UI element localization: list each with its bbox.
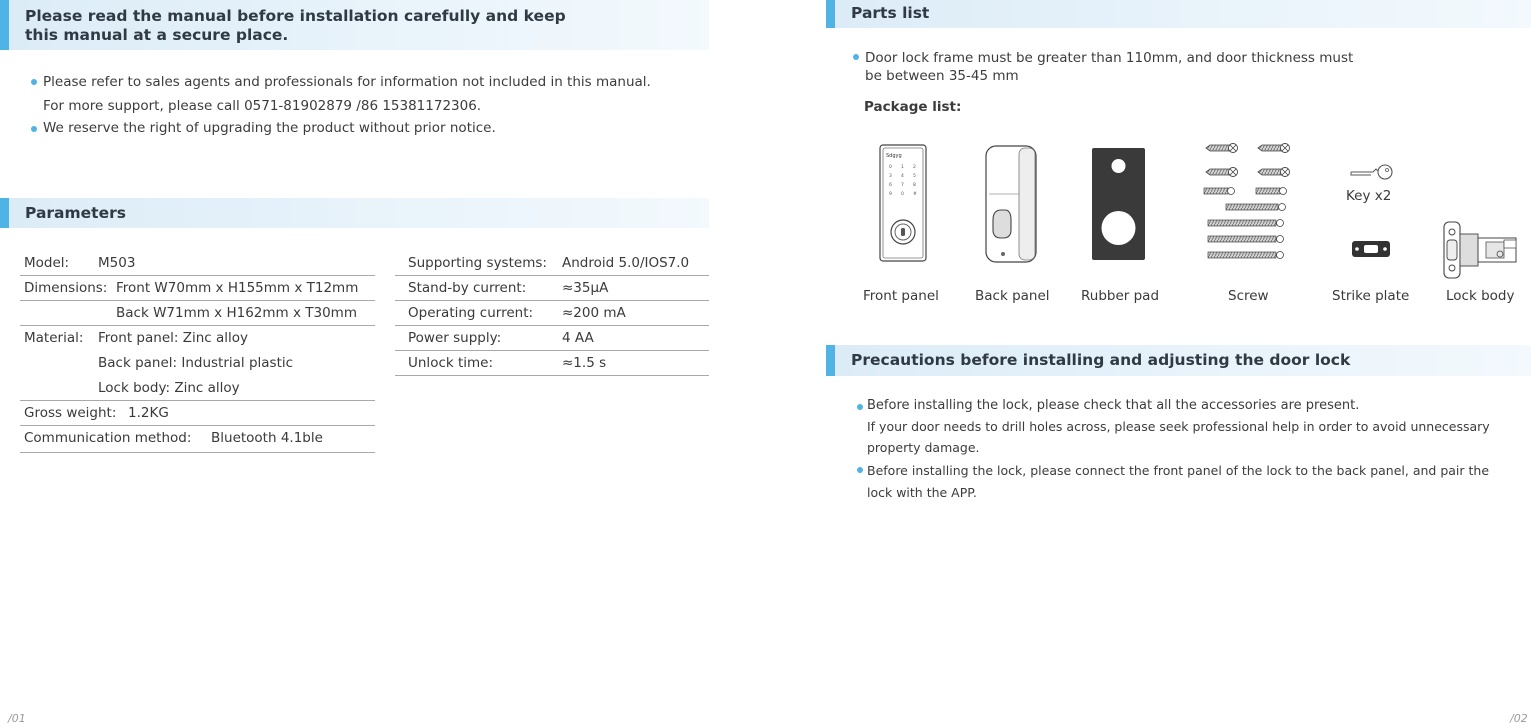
intro-heading-bar [0,0,709,50]
parts-heading-bar [826,0,1531,28]
param-value: Back W71mm x H162mm x T30mm [116,305,357,321]
table-row [395,301,709,326]
screw-icon [1258,168,1290,177]
param-value: Android 5.0/IOS7.0 [562,255,690,271]
table-row [20,426,375,453]
precaution-2-cont: lock with the APP. [867,485,977,500]
bullet-icon [31,126,37,132]
parameters-heading: Parameters [25,204,126,222]
param-value: Lock body: Zinc alloy [98,380,240,396]
table-row [20,351,375,376]
keypad-digit: 0 [901,192,904,197]
rubber-pad-image [1092,148,1145,260]
param-label: Dimensions: [24,280,108,296]
param-label: Gross weight: [24,405,117,421]
param-label: Communication method: [24,430,192,446]
table-row [20,251,375,276]
param-label: Unlock time: [408,355,494,371]
param-value: Front W70mm x H155mm x T12mm [116,280,359,296]
front-panel-image [879,144,927,262]
keypad-digit: 7 [901,183,904,188]
param-value: 4 AA [562,330,594,346]
key-caption: Key x2 [1346,188,1392,204]
keypad-digit: 6 [889,183,892,188]
table-row [20,376,375,401]
parameters-heading-bar [0,198,709,228]
param-label: Supporting systems: [408,255,547,271]
param-value: Back panel: Industrial plastic [98,355,294,371]
precaution-1-cont2: property damage. [867,440,980,455]
param-label: Material: [24,330,84,346]
param-label: Stand-by current: [408,280,527,296]
screws-image [1202,142,1294,264]
page-number-left: /01 [8,712,26,725]
lock-body-caption: Lock body [1446,288,1515,304]
param-value: Front panel: Zinc alloy [98,330,249,346]
param-value: ≈1.5 s [562,355,607,371]
keypad-digit: 3 [889,174,892,179]
back-panel-caption: Back panel [975,288,1050,304]
table-row [20,326,375,351]
bullet-icon [31,79,37,85]
precaution-2: Before installing the lock, please connect the front panel of the lock to the back panel, and pair the [867,463,1490,478]
back-panel-image [985,144,1039,264]
page-number-right: /02 [1510,712,1528,725]
rubber-pad-caption: Rubber pad [1081,288,1160,304]
table-row [20,301,375,326]
precautions-heading: Precautions before installing and adjusting the door lock [851,351,1351,369]
screw-icon [1226,204,1286,211]
screw-icon [1208,220,1284,227]
bullet-icon [857,467,863,473]
strike-plate-image [1351,240,1391,258]
intro-heading-line2: this manual at a secure place. [25,26,289,44]
key-icon [1349,162,1393,182]
keypad-digit: 1 [901,165,904,170]
precaution-1-cont: If your door needs to drill holes across, please seek professional help in order to avoid unnecessary [867,419,1490,434]
param-value: Bluetooth 4.1ble [211,430,323,446]
param-value: M503 [98,255,136,271]
table-row [395,276,709,301]
frame-note-line2: be between 35-45 mm [865,68,1019,84]
keypad-digit: 8 [913,183,916,188]
keypad-digit: 5 [913,174,916,179]
precautions-heading-bar [826,345,1531,376]
parts-heading: Parts list [851,4,930,22]
screw-caption: Screw [1228,288,1269,304]
param-value: ≈200 mA [562,305,626,321]
param-label: Power supply: [408,330,502,346]
screw-icon [1206,144,1238,153]
table-row [395,251,709,276]
table-row [20,401,375,426]
lock-body-image [1442,220,1520,280]
param-value: 1.2KG [128,405,169,421]
front-panel-logo: Sdgyg [886,153,902,159]
keypad-digit: 0 [889,165,892,170]
screw-icon [1208,252,1284,259]
screw-icon [1256,188,1287,195]
note-1: Please refer to sales agents and professionals for information not included in this manual. [43,74,651,90]
screw-icon [1208,236,1284,243]
screw-icon [1258,144,1290,153]
bullet-icon [853,54,859,60]
strike-plate-caption: Strike plate [1332,288,1410,304]
screw-icon [1206,168,1238,177]
precaution-1: Before installing the lock, please check that all the accessories are present. [867,398,1360,413]
param-label: Operating current: [408,305,534,321]
intro-heading-line1: Please read the manual before installation carefully and keep [25,7,566,25]
bullet-icon [857,404,863,410]
keypad-digit: 9 [889,192,892,197]
keypad-digit: 4 [901,174,904,179]
param-value: ≈35μA [562,280,609,296]
note-2: For more support, please call 0571-81902879 /86 15381172306. [43,98,482,114]
frame-note-line1: Door lock frame must be greater than 110mm, and door thickness must [865,50,1354,66]
table-row [395,351,709,376]
keypad-digit: # [913,192,917,197]
table-row [20,276,375,301]
table-row [395,326,709,351]
note-3: We reserve the right of upgrading the product without prior notice. [43,120,496,136]
screw-icon [1204,188,1235,195]
package-label: Package list: [864,99,962,115]
param-label: Model: [24,255,70,271]
front-panel-caption: Front panel [863,288,939,304]
keypad-digit: 2 [913,165,916,170]
